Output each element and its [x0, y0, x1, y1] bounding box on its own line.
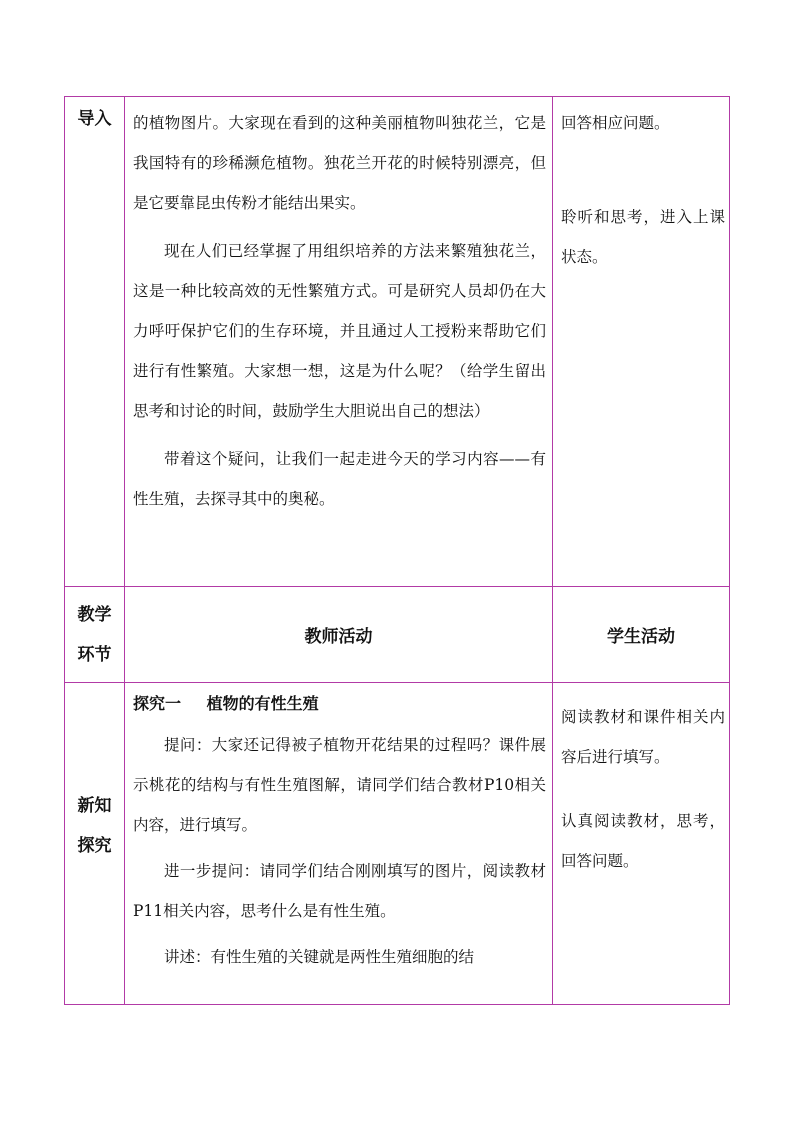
intro-row: [65, 97, 730, 587]
new-section-label: [65, 683, 125, 1005]
teacher-activity-header: 教师活动: [125, 587, 553, 683]
new-teacher-paragraph-3: 讲述：有性生殖的关键就是两性生殖细胞的结: [164, 948, 475, 966]
new-section-line1: 新知: [77, 795, 112, 816]
new-teacher-activity: [125, 683, 553, 1005]
new-student-paragraph-1: 阅读教材和课件相关内容后进行填写。: [561, 708, 725, 766]
header-section-label: [65, 587, 125, 683]
new-student-activity: [553, 683, 730, 1005]
header-section-line1: 教学: [77, 604, 112, 625]
intro-teacher-paragraph-3: 带着这个疑问，让我们一起走进今天的学习内容——有性生殖，去探寻其中的奥秘。: [133, 450, 546, 508]
header-row: [65, 587, 730, 683]
intro-student-activity: [553, 97, 730, 587]
intro-teacher-paragraph-2: 现在人们已经掌握了用组织培养的方法来繁殖独花兰，这是一种比较高效的无性繁殖方式。可是研究人员却仍在大力呼吁保护它们的生存环境，并且通过人工授粉来帮助它们进行有性繁殖。大家想一想，这是为什么呢？（给学生留出思考和讨论的时间，鼓励学生大胆说出自己的想法）: [133, 242, 546, 420]
inquiry-title-topic: 植物的有性生殖: [206, 694, 319, 713]
intro-teacher-paragraph-1: 的植物图片。大家现在看到的这种美丽植物叫独花兰，它是我国特有的珍稀濒危植物。独花兰开花的时候特别漂亮，但是它要靠昆虫传粉才能结出果实。: [133, 114, 546, 212]
new-teacher-paragraph-1: 提问：大家还记得被子植物开花结果的过程吗？课件展示桃花的结构与有性生殖图解，请同学们结合教材P10相关内容，进行填写。: [133, 736, 546, 834]
intro-section-label: [65, 97, 125, 587]
intro-section-text: 导入: [77, 109, 112, 129]
new-knowledge-row: [65, 683, 730, 1005]
new-teacher-paragraph-2: 进一步提问：请同学们结合刚刚填写的图片，阅读教材P11相关内容，思考什么是有性生殖。: [133, 862, 546, 920]
intro-student-paragraph-2: 聆听和思考，进入上课状态。: [561, 208, 725, 266]
new-section-line2: 探究: [77, 835, 112, 856]
intro-student-paragraph-1: 回答相应问题。: [561, 114, 670, 132]
inquiry-title: [133, 689, 546, 719]
inquiry-title-number: 探究一: [133, 694, 182, 713]
lesson-plan-table: [64, 96, 730, 1005]
intro-teacher-activity: [125, 97, 553, 587]
student-activity-header: 学生活动: [553, 587, 730, 683]
new-student-paragraph-2: 认真阅读教材，思考，回答问题。: [561, 812, 725, 870]
header-section-line2: 环节: [77, 644, 112, 665]
